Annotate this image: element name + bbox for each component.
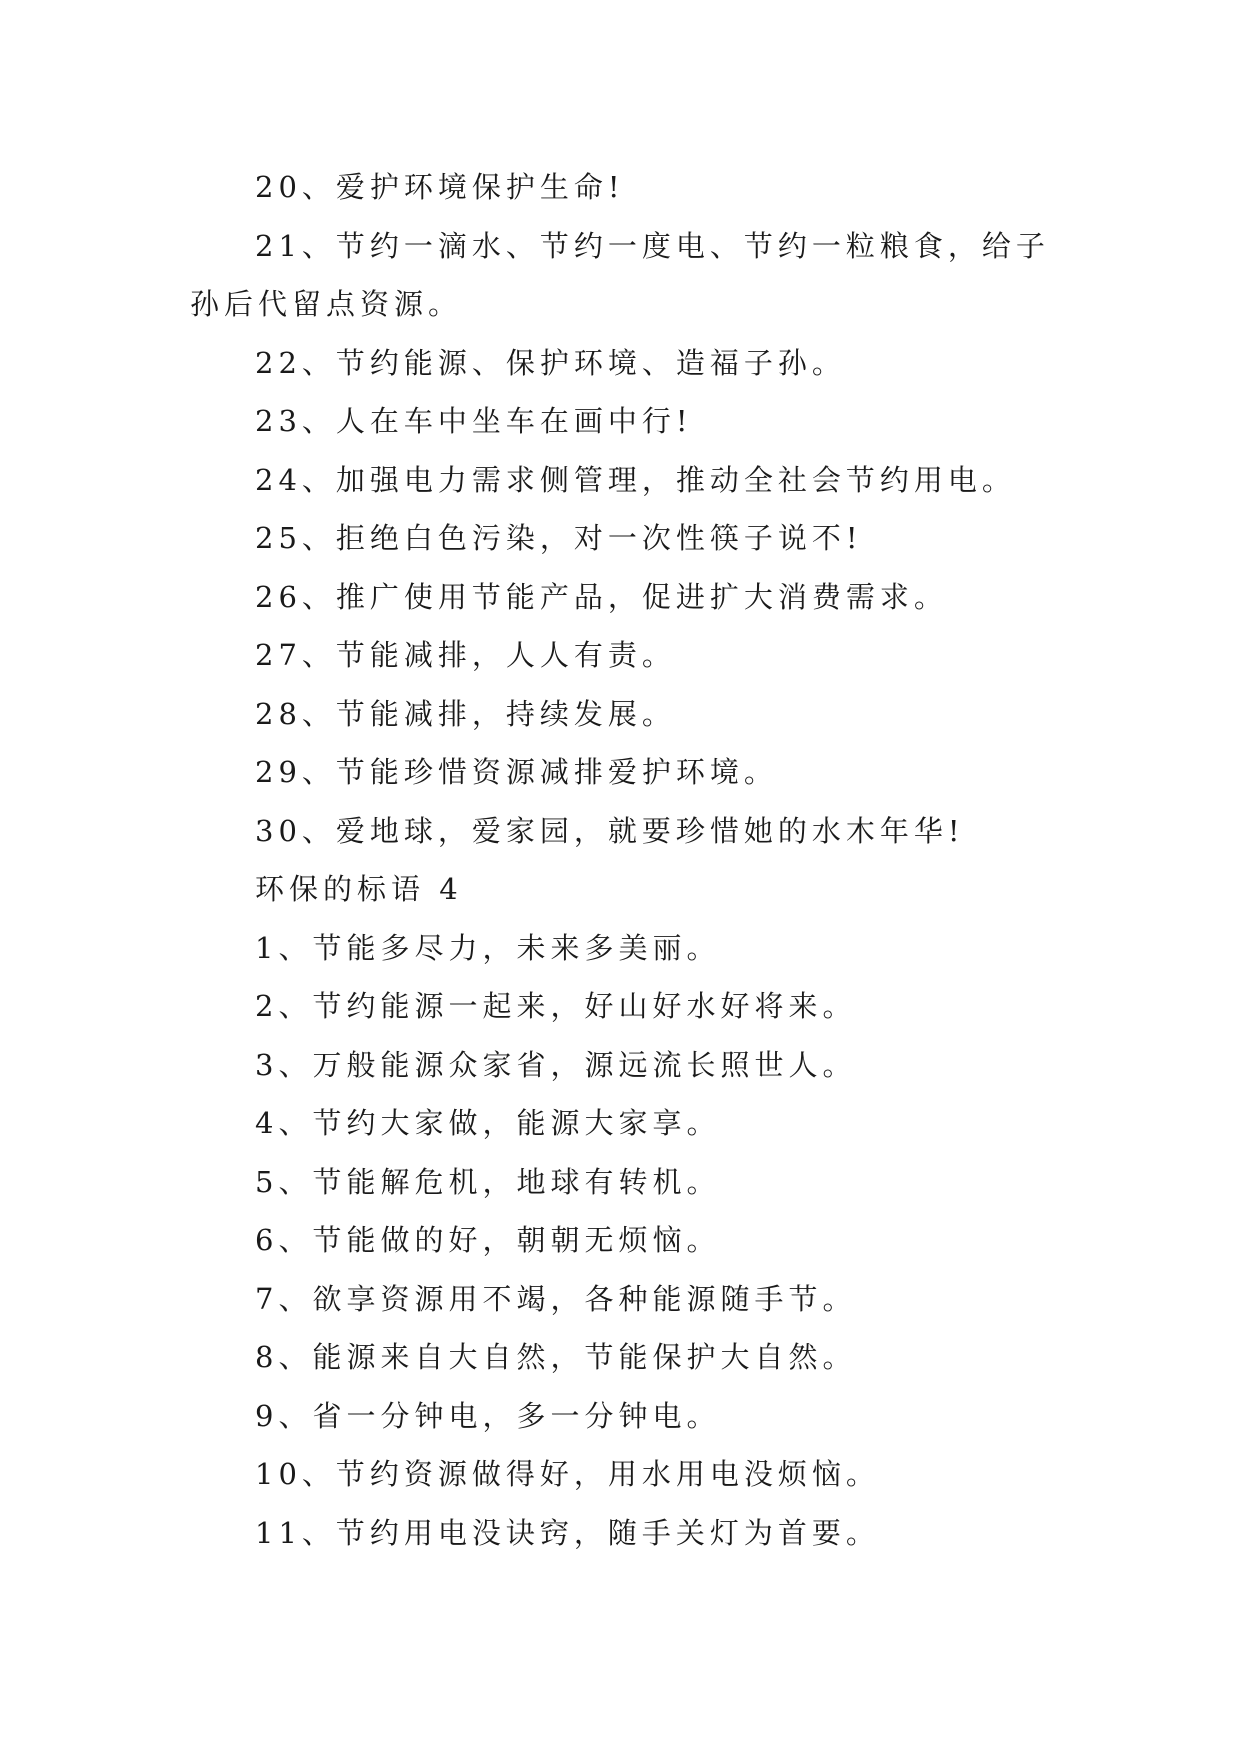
slogan-line: 5、节能解危机，地球有转机。	[255, 1164, 721, 1199]
slogan-line: 7、欲享资源用不竭，各种能源随手节。	[255, 1281, 857, 1316]
slogan-line: 26、推广使用节能产品，促进扩大消费需求。	[255, 579, 948, 614]
slogan-line: 22、节约能源、保护环境、造福子孙。	[255, 345, 846, 380]
slogan-line: 8、能源来自大自然，节能保护大自然。	[255, 1340, 857, 1374]
slogan-line: 21、节约一滴水、节约一度电、节约一粒粮食，给子孙后代留点资源。	[190, 228, 1050, 321]
slogan-line: 2、节约能源一起来，好山好水好将来。	[255, 989, 857, 1023]
slogan-line: 3、万般能源众家省，源远流长照世人。	[255, 1047, 857, 1082]
slogan-line: 10、节约资源做得好，用水用电没烦恼。	[255, 1457, 880, 1491]
section-heading: 环保的标语 4	[255, 872, 463, 906]
slogan-line: 29、节能珍惜资源减排爱护环境。	[255, 755, 778, 789]
slogan-line: 25、拒绝白色污染，对一次性筷子说不!	[255, 521, 863, 555]
slogan-line: 9、省一分钟电，多一分钟电。	[255, 1398, 721, 1433]
slogan-line: 11、节约用电没诀窍，随手关灯为首要。	[255, 1515, 880, 1550]
slogan-line: 23、人在车中坐车在画中行!	[255, 404, 693, 438]
slogan-line: 1、节能多尽力，未来多美丽。	[255, 930, 721, 965]
document-body	[190, 158, 1060, 1562]
slogan-line: 28、节能减排，持续发展。	[255, 696, 676, 731]
slogan-line: 6、节能做的好，朝朝无烦恼。	[255, 1223, 721, 1257]
slogan-line: 27、节能减排，人人有责。	[255, 638, 676, 672]
slogan-line: 24、加强电力需求侧管理，推动全社会节约用电。	[255, 462, 1016, 497]
slogan-line: 30、爱地球，爱家园，就要珍惜她的水木年华!	[255, 813, 965, 848]
slogan-line: 20、爱护环境保护生命!	[255, 170, 625, 204]
slogan-line: 4、节约大家做，能源大家享。	[255, 1106, 721, 1140]
